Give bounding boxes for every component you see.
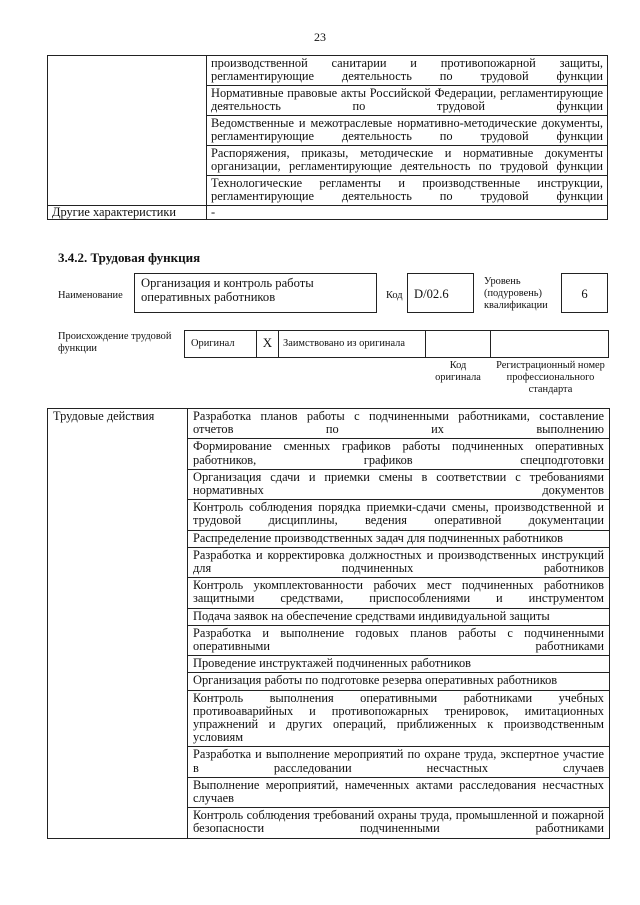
labor-action-item: Контроль выполнения оперативными работниками учебных противоаварийных и противопожарных тренировок, имитационных упражнений и других операций, приближенных к производственным условиям — [188, 690, 610, 747]
original-mark: X — [262, 335, 273, 350]
code-original-caption: Код оригинала — [435, 360, 481, 383]
labor-action-item: Организация работы по подготовке резерва оперативных работников — [188, 673, 610, 690]
requirements-table — [47, 55, 608, 220]
table-cell: Распоряжения, приказы, методические и нормативные документы организации, регламентирующие деятельность по трудовой функции — [207, 146, 608, 176]
level-value: 6 — [581, 287, 588, 301]
labor-action-item: Формирование сменных графиков работы подчиненных оперативных работников, графиков спецподготовки — [188, 439, 610, 469]
labor-action-item: Подача заявок на обеспечение средствами индивидуальной защиты — [188, 608, 610, 625]
labor-action-item: Контроль укомплектованности рабочих мест подчиненных работников защитными средствами, приспособлениями и инструментом — [188, 578, 610, 608]
other-characteristics-value: - — [207, 206, 608, 220]
table-cell: Ведомственные и межотраслевые нормативно-методические документы, регламентирующие деятельность по трудовой функции — [207, 116, 608, 146]
table-row — [48, 56, 608, 86]
level-label: Уровень (подуровень) квалификации — [484, 276, 548, 311]
labor-action-item: Контроль соблюдения порядка приемки-сдачи смены, производственной и трудовой дисциплины, ведения оперативной документации — [188, 500, 610, 530]
labor-action-item: Разработка и выполнение годовых планов работы с подчиненными оперативными работниками — [188, 625, 610, 655]
table-cell: Нормативные правовые акты Российской Федерации, регламентирующие деятельность по трудовой функции — [207, 86, 608, 116]
code-value-box — [407, 273, 474, 313]
divider — [425, 331, 426, 357]
origin-box — [184, 330, 609, 358]
code-value: D/02.6 — [414, 287, 449, 301]
original-label: Оригинал — [191, 338, 235, 349]
name-value-box — [134, 273, 377, 313]
divider — [490, 331, 491, 357]
labor-action-item: Разработка и корректировка должностных и производственных инструкций для подчиненных работников — [188, 547, 610, 577]
name-label: Наименование — [58, 290, 123, 301]
reg-number-caption: Регистрационный номер профессионального стандарта — [496, 360, 605, 395]
table-cell: производственной санитарии и противопожарной защиты, регламентирующие деятельность по трудовой функции — [207, 56, 608, 86]
page-number: 23 — [314, 30, 326, 44]
labor-action-item: Разработка планов работы с подчиненными работниками, составление отчетов по их выполнению — [188, 409, 610, 439]
name-value: Организация и контроль работы оперативных работников — [141, 276, 314, 304]
borrowed-label: Заимствовано из оригинала — [283, 338, 405, 349]
labor-action-item: Проведение инструктажей подчиненных работников — [188, 656, 610, 673]
divider — [278, 331, 279, 357]
section-title: 3.4.2. Трудовая функция — [58, 250, 201, 265]
labor-action-item: Контроль соблюдения требований охраны труда, промышленной и пожарной безопасности подчиненными работниками — [188, 808, 610, 838]
left-empty-cell — [48, 56, 207, 206]
table-cell: Технологические регламенты и производственные инструкции, регламентирующие деятельность по трудовой функции — [207, 176, 608, 206]
labor-action-item: Разработка и выполнение мероприятий по охране труда, экспертное участие в расследовании несчастных случаев — [188, 747, 610, 777]
labor-actions-header: Трудовые действия — [48, 409, 188, 839]
level-value-box — [561, 273, 608, 313]
table-row — [48, 409, 610, 439]
origin-label: Происхождение трудовой функции — [58, 331, 172, 354]
labor-actions-table — [47, 408, 610, 839]
other-characteristics-row — [48, 206, 608, 220]
labor-action-item: Выполнение мероприятий, намеченных актами расследования несчастных случаев — [188, 777, 610, 807]
labor-action-item: Распределение производственных задач для подчиненных работников — [188, 530, 610, 547]
code-label: Код — [386, 290, 403, 301]
labor-action-item: Организация сдачи и приемки смены в соответствии с требованиями нормативных документов — [188, 469, 610, 499]
other-characteristics-label: Другие характеристики — [48, 206, 207, 220]
